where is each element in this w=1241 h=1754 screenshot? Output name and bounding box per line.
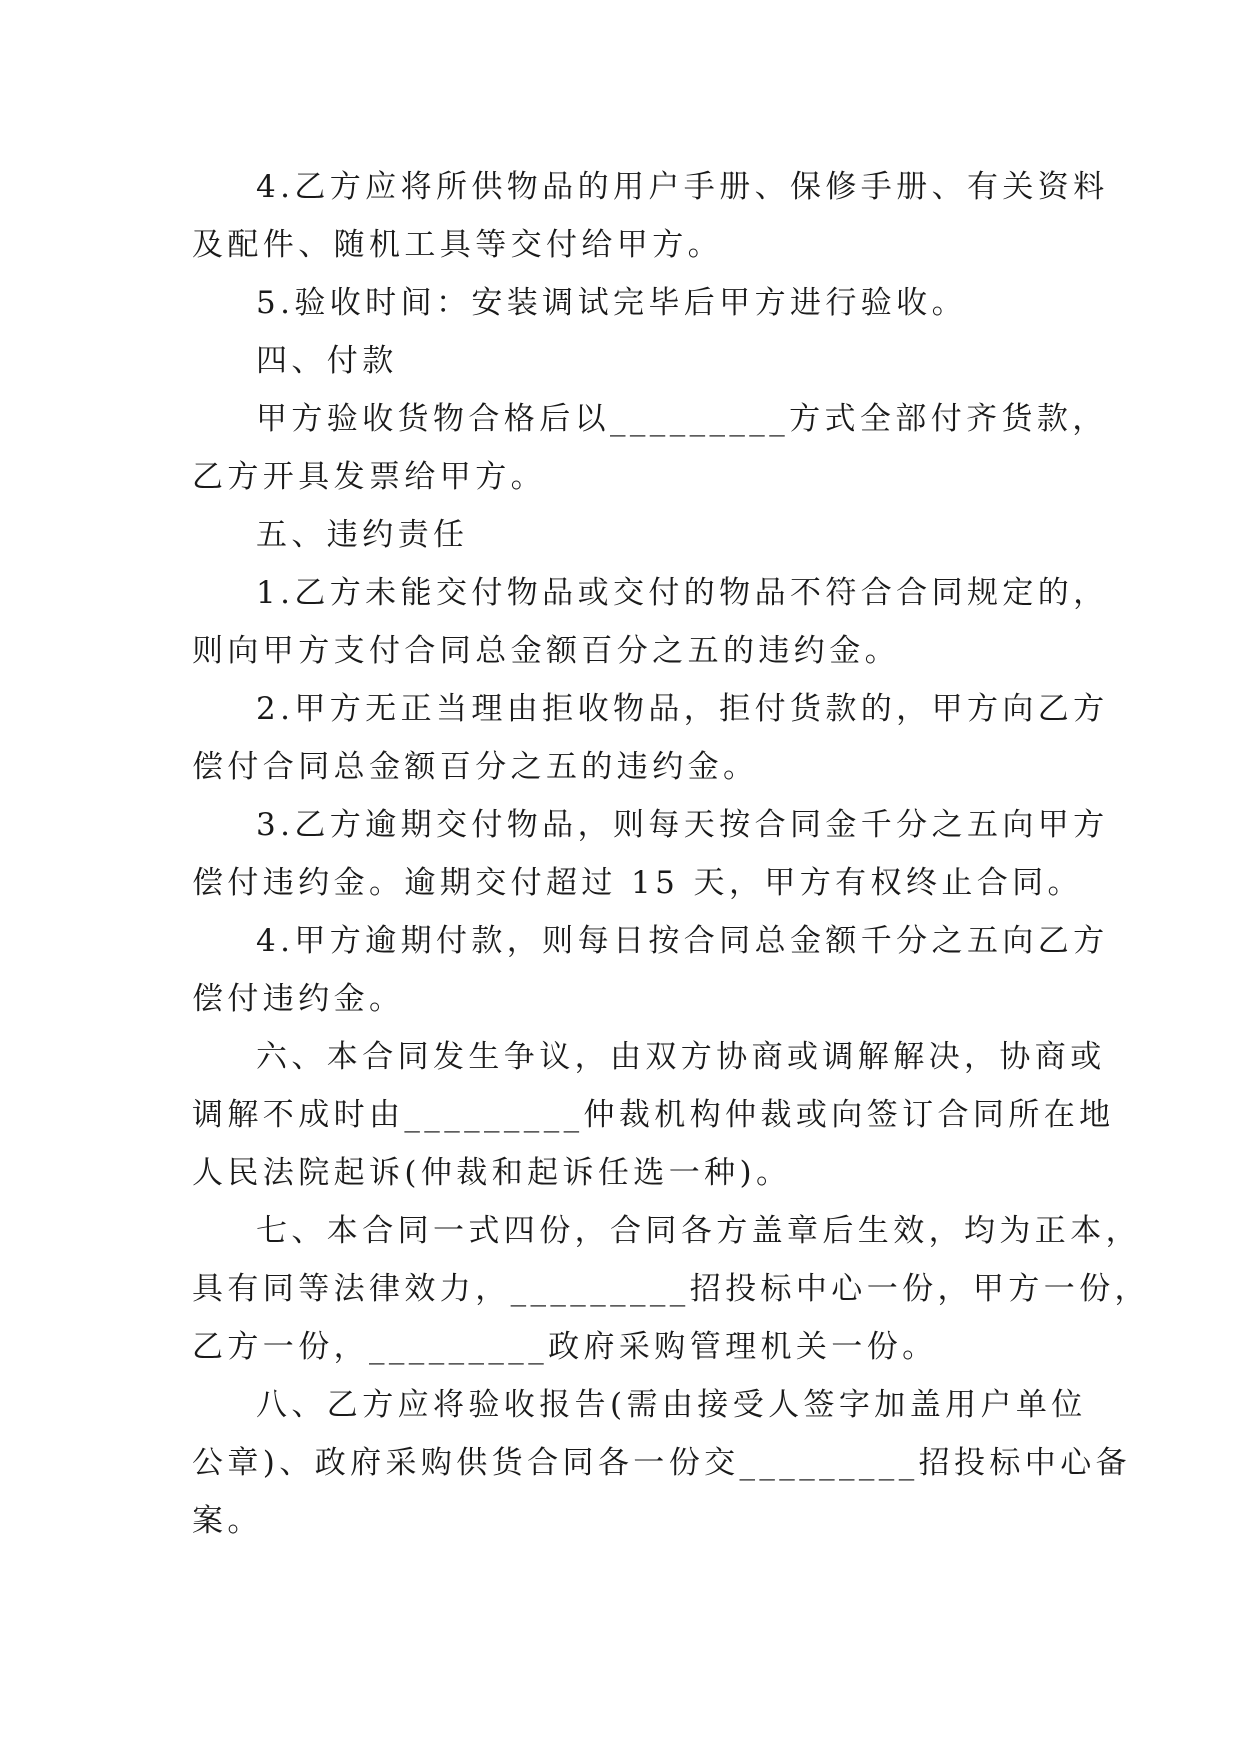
section-6-line-1: 六、本合同发生争议，由双方协商或调解解决，协商或 (256, 1039, 1106, 1075)
section-7-line-3: 乙方一份，_________政府采购管理机关一份。 (192, 1329, 938, 1365)
section-4-heading: 四、付款 (256, 343, 398, 379)
payment-line-2: 乙方开具发票给甲方。 (192, 459, 546, 495)
clause-5-4-line-2: 偿付违约金。 (192, 981, 405, 1017)
clause-5-3-line-1: 3.乙方逾期交付物品，则每天按合同金千分之五向甲方 (256, 807, 1109, 843)
clause-5-2-line-1: 2.甲方无正当理由拒收物品，拒付货款的，甲方向乙方 (256, 691, 1109, 727)
section-6-line-2: 调解不成时由_________仲裁机构仲裁或向签订合同所在地 (192, 1097, 1115, 1133)
clause-5-4-line-1: 4.甲方逾期付款，则每日按合同总金额千分之五向乙方 (256, 923, 1109, 959)
clause-3-5: 5.验收时间：安装调试完毕后甲方进行验收。 (256, 285, 967, 321)
section-5-heading: 五、违约责任 (256, 517, 469, 553)
clause-5-1-line-1: 1.乙方未能交付物品或交付的物品不符合合同规定的， (256, 575, 1109, 611)
clause-3-4-line-1: 4.乙方应将所供物品的用户手册、保修手册、有关资料 (256, 169, 1109, 205)
clause-5-2-line-2: 偿付合同总金额百分之五的违约金。 (192, 749, 759, 785)
section-7-line-2: 具有同等法律效力，_________招投标中心一份，甲方一份， (192, 1271, 1150, 1307)
clause-5-1-line-2: 则向甲方支付合同总金额百分之五的违约金。 (192, 633, 900, 669)
section-8-line-1: 八、乙方应将验收报告(需由接受人签字加盖用户单位 (256, 1387, 1087, 1423)
section-8-line-2: 公章)、政府采购供货合同各一份交_________招投标中心备 (192, 1445, 1131, 1481)
contract-page (192, 158, 1150, 1550)
clause-5-3-line-2: 偿付违约金。逾期交付超过 15 天，甲方有权终止合同。 (192, 865, 1083, 901)
section-8-line-3: 案。 (192, 1503, 263, 1539)
clause-3-4-line-2: 及配件、随机工具等交付给甲方。 (192, 227, 723, 263)
payment-line-1: 甲方验收货物合格后以_________方式全部付齐货款， (256, 401, 1108, 437)
section-6-line-3: 人民法院起诉(仲裁和起诉任选一种)。 (192, 1155, 792, 1191)
section-7-line-1: 七、本合同一式四份，合同各方盖章后生效，均为正本， (256, 1213, 1141, 1249)
